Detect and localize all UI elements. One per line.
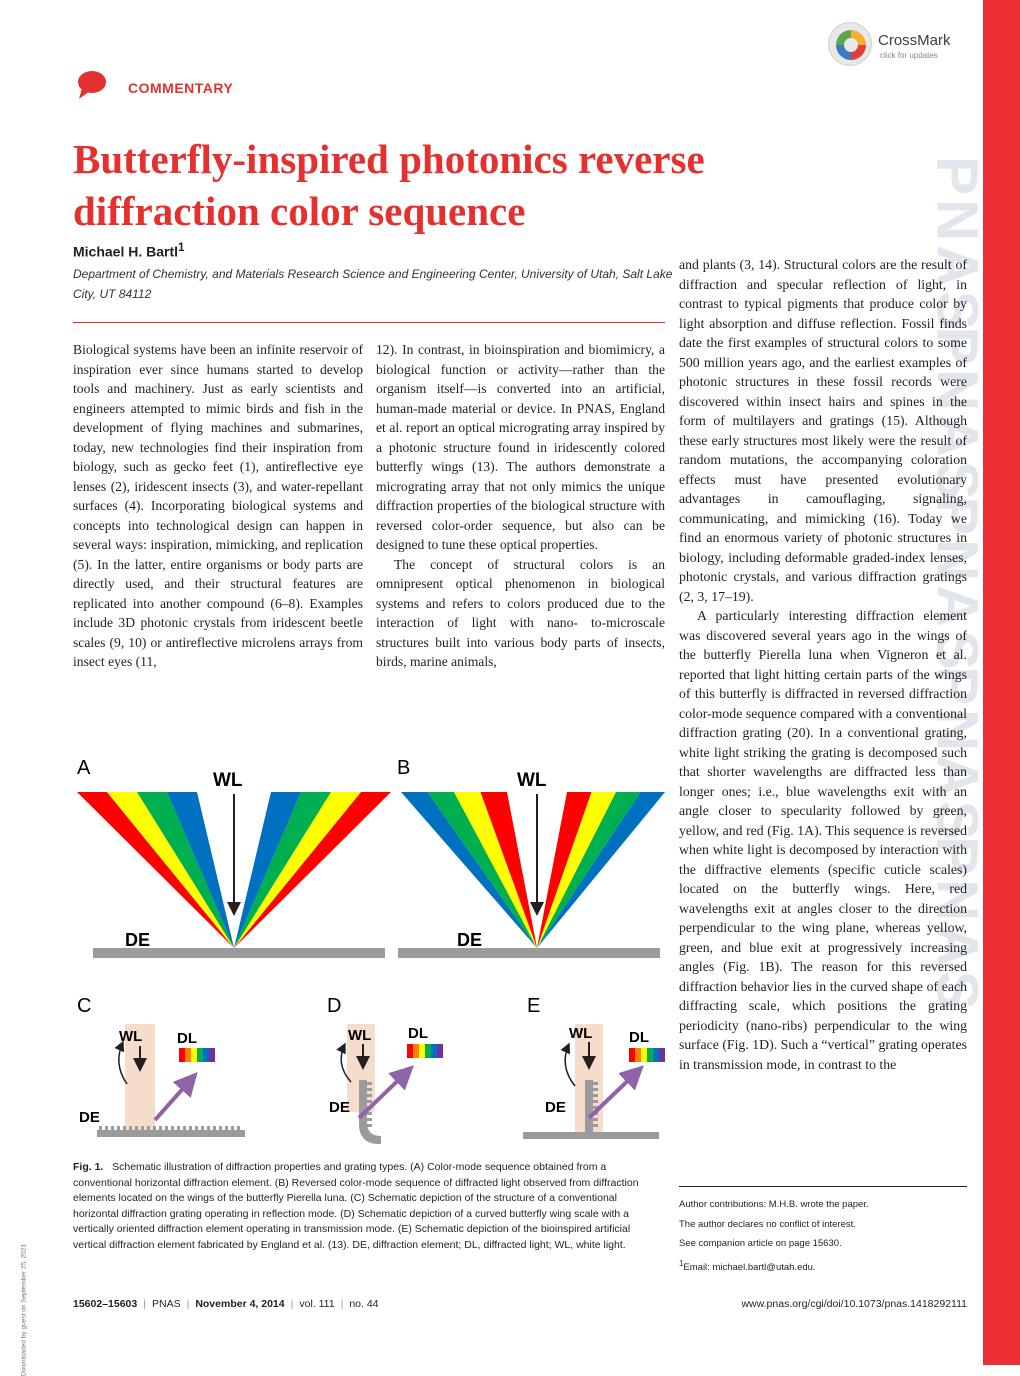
grating-rib: [213, 1126, 216, 1130]
grating-rib: [207, 1126, 210, 1130]
figure-caption: Fig. 1. Schematic illustration of diffraction properties and grating types. (A) Color-mode sequence obtained from a conventional horizontal diffraction element. (B) Reversed color-mode sequence of diffracted light observed from diffraction elements located on the wings of the butterfly Pierella luna. (C) Schematic depiction of the structure of a conventional horizontal diffraction grating operating in reflection mode. (D) Schematic depiction of a curved butterfly wing scale with a vertically oriented diffraction element operating in transmission mode. (E) Schematic depiction of the bioinspired artificial vertical diffraction element fabricated by England et al. (13). DE, diffraction element; DL, diffracted light; WL, white light.: [73, 1161, 639, 1251]
grating-rib: [171, 1126, 174, 1130]
panel-d-label: D: [327, 995, 342, 1017]
spectrum-band: [203, 1048, 209, 1062]
grating-rib: [367, 1124, 372, 1127]
issue-number: no. 44: [349, 1298, 379, 1310]
spectrum-band: [431, 1044, 437, 1058]
paragraph: and plants (3, 14). Structural colors are the result of diffraction and specular reflection of light, in contrast to typical pigments that produce color by light absorption and diffuse reflection. Fossil finds date the first examples of structural colors to some 500 million years ago, and the earliest examples of photonic structures in these fossil records were discovered within insect hairs and spines in the form of multilayers and gratings (15). Although these early structures most likely were the result of random mutations, the accompanying coloration effects must have presented evolutionary advantages in camouflaging, signaling, communicating, and mimicking (16). Today we find an enormous variety of photonic structures in biology, including deformable graded-index lenses, photonic crystals, and various diffraction gratings (2, 3, 17–19).: [679, 257, 967, 604]
paragraph: Biological systems have been an infinite reservoir of inspiration ever since humans started to develop tools and machinery. Just as early scientists and engineers attempted to mimic birds and fish in the development of flying machines and submarines, today, new technologies find their inspiration from biology, such as gecko feet (1), antireflective eye lenses (2), iridescent insects (3), and water-repellant surfaces (4). Incorporating biological systems and concepts into technological design can happen in several ways: inspiration, mimicking, and replication (5). In the latter, entire organisms or body parts are directly used, and their structural features are replicated into another compound (6–8). Examples include 3D photonic crystals from iridescent beetle scales (9, 10) or antireflective microlens arrays from insect eyes (11,: [73, 342, 363, 669]
grating-rib: [367, 1088, 372, 1091]
spectrum-band: [635, 1048, 641, 1062]
grating-rib: [593, 1088, 598, 1091]
paragraph: The concept of structural colors is an omnipresent optical phenomenon in biological systems and refers to colors produced due to the interaction of light with nano- to-microscale structures built into various body parts of insects, birds, marine animals,: [376, 556, 665, 669]
speech-bubble-icon: [76, 70, 106, 100]
panel-b-label: B: [397, 757, 411, 779]
conflict-statement: The author declares no conflict of interest.: [679, 1218, 856, 1230]
grating-rib: [367, 1082, 372, 1085]
panel-d-wl-label: WL: [348, 1027, 372, 1044]
panel-e-label: E: [527, 995, 541, 1017]
grating-rib: [225, 1126, 228, 1130]
page-range: 15602–15603: [73, 1298, 138, 1310]
panel-c-dl-label: DL: [177, 1030, 197, 1047]
side-watermark: PNAS PNAS PNAS PNAS PNAS: [924, 156, 990, 1014]
panel-c-grating-teeth: [99, 1126, 240, 1130]
grating-rib: [177, 1126, 180, 1130]
section-label: COMMENTARY: [128, 80, 234, 96]
doi-link[interactable]: www.pnas.org/cgi/doi/10.1073/pnas.1418292111: [741, 1298, 967, 1310]
spectrum-band: [659, 1048, 665, 1062]
panel-e-dl-label: DL: [629, 1029, 649, 1046]
spectrum-band: [179, 1048, 185, 1062]
figure-1: [73, 752, 665, 1152]
grating-rib: [195, 1126, 198, 1130]
body-column-2: [376, 340, 665, 672]
spectrum-band: [185, 1048, 191, 1062]
grating-rib: [165, 1126, 168, 1130]
grating-rib: [593, 1100, 598, 1103]
spectrum-band: [437, 1044, 443, 1058]
volume: vol. 111: [299, 1298, 335, 1310]
grating-rib: [231, 1126, 234, 1130]
companion-article: See companion article on page 15630.: [679, 1238, 842, 1249]
grating-rib: [183, 1126, 186, 1130]
issue-date: November 4, 2014: [195, 1298, 285, 1310]
spectrum-band: [419, 1044, 425, 1058]
crossmark-sub: click for updates: [880, 51, 938, 60]
spectrum-band: [641, 1048, 647, 1062]
grating-rib: [147, 1126, 150, 1130]
body-column-1: [73, 340, 363, 672]
panel-b-de-label: DE: [457, 930, 483, 950]
grating-rib: [593, 1124, 598, 1127]
grating-rib: [189, 1126, 192, 1130]
panel-d-dl-label: DL: [408, 1025, 428, 1042]
download-note: Downloaded by guest on September 25, 2021: [20, 1243, 28, 1376]
grating-rib: [367, 1094, 372, 1097]
author-name: Michael H. Bartl$^1$: [73, 241, 185, 260]
author-affiliation: Department of Chemistry, and Materials Research Science and Engineering Center, University of Utah, Salt Lake City, UT 84112: [73, 267, 673, 301]
spectrum-band: [191, 1048, 197, 1062]
panel-b-surface: [398, 948, 660, 958]
spectrum-band: [629, 1048, 635, 1062]
spectrum-band: [209, 1048, 215, 1062]
panel-e-surface: [523, 1132, 659, 1139]
crossmark-name: CrossMark: [878, 32, 951, 49]
grating-rib: [105, 1126, 108, 1130]
spectrum-band: [425, 1044, 431, 1058]
footnotes: [679, 1195, 967, 1277]
grating-rib: [367, 1118, 372, 1121]
panel-c-wl-label: WL: [119, 1028, 143, 1045]
grating-rib: [219, 1126, 222, 1130]
paragraph: 12). In contrast, in bioinspiration and biomimicry, a biological function or activity—rather than the organism itself—is converted into an artificial, human-made material or device. In PNAS, England et al. report an optical micrograting array inspired by a photonic structure found in iridescently colored butterfly wings (13). The authors demonstrate a micrograting array that not only mimics the unique diffraction properties of the biological structure with reversed color-order sequence, but also can be designed to tune these optical properties.: [376, 342, 665, 552]
grating-rib: [593, 1118, 598, 1121]
crossmark-badge[interactable]: [828, 22, 968, 68]
panel-e-reflect-arrow: [565, 1044, 575, 1086]
panel-a-label: A: [77, 757, 91, 779]
grating-rib: [99, 1126, 102, 1130]
divider: [73, 322, 665, 323]
grating-rib: [159, 1126, 162, 1130]
grating-rib: [117, 1126, 120, 1130]
grating-rib: [367, 1100, 372, 1103]
paragraph: A particularly interesting diffraction element was discovered several years ago in the wings of the butterfly Pierella luna when Vigneron et al. reported that light hitting certain parts of the wings of this butterfly is diffracted in reversed diffraction color-mode sequence compared with a conventional diffraction grating (20). In a conventional grating, white light striking the grating is decomposed such that shorter wavelengths are diffracted less than longer ones; i.e., blue wavelengths exit with an angle closer to specularity followed by green, yellow, and red (Fig. 1A). This sequence is reversed when white light is decomposed by interaction with the diffractive elements (specific cuticle scales) located on the butterfly wings. Here, red wavelengths exit at angles closer to the direction perpendicular to the wing plane, whereas yellow, green, and blue exit at progressively increasing angles (Fig. 1B). The reason for this reversed diffraction behavior lies in the curved shape of each diffracting scale, which positions the grating periodicity (nano-ribs) perpendicular to the wing surface (Fig. 1D). Such a “vertical” grating operates in transmission mode, in contrast to the: [679, 608, 967, 1072]
spectrum-band: [653, 1048, 659, 1062]
grating-rib: [111, 1126, 114, 1130]
panel-b-wl-label: WL: [517, 770, 547, 791]
grating-rib: [135, 1126, 138, 1130]
grating-rib: [129, 1126, 132, 1130]
grating-rib: [141, 1126, 144, 1130]
corresponding-email: $^1$Email: michael.bartl@utah.edu.: [679, 1258, 816, 1273]
journal-name: PNAS: [151, 1298, 181, 1310]
panel-a-wl-label: WL: [213, 770, 243, 791]
body-column-3: [679, 255, 967, 1074]
panel-e-spectrum: [629, 1048, 665, 1062]
spectrum-band: [407, 1044, 413, 1058]
panel-e-de-label: DE: [545, 1099, 566, 1116]
panel-c-label: C: [77, 995, 92, 1017]
panel-c-de-label: DE: [79, 1109, 100, 1126]
panel-c-diffracted-arrow: [155, 1075, 195, 1120]
grating-rib: [123, 1126, 126, 1130]
article-title: Butterfly-inspired photonics reverse diffraction color sequence: [73, 136, 705, 234]
grating-rib: [201, 1126, 204, 1130]
footnote-divider: [679, 1186, 967, 1187]
panel-d-de-label: DE: [329, 1099, 350, 1116]
spectrum-band: [413, 1044, 419, 1058]
grating-rib: [367, 1112, 372, 1115]
panel-e-wl-label: WL: [569, 1025, 593, 1042]
panel-b-diffraction-fan: [401, 792, 665, 948]
grating-rib: [153, 1126, 156, 1130]
author-contributions: Author contributions: M.H.B. wrote the paper.: [679, 1199, 869, 1210]
crossmark-icon: [828, 22, 872, 66]
grating-rib: [593, 1094, 598, 1097]
panel-e-vertical-grating: [585, 1080, 593, 1132]
spectrum-band: [197, 1048, 203, 1062]
grating-rib: [593, 1082, 598, 1085]
spectrum-band: [647, 1048, 653, 1062]
grating-rib: [237, 1126, 240, 1130]
panel-d-spectrum: [407, 1044, 443, 1058]
panel-c-spectrum: [179, 1048, 215, 1062]
panel-c-surface: [97, 1130, 245, 1137]
panel-a-de-label: DE: [125, 930, 151, 950]
